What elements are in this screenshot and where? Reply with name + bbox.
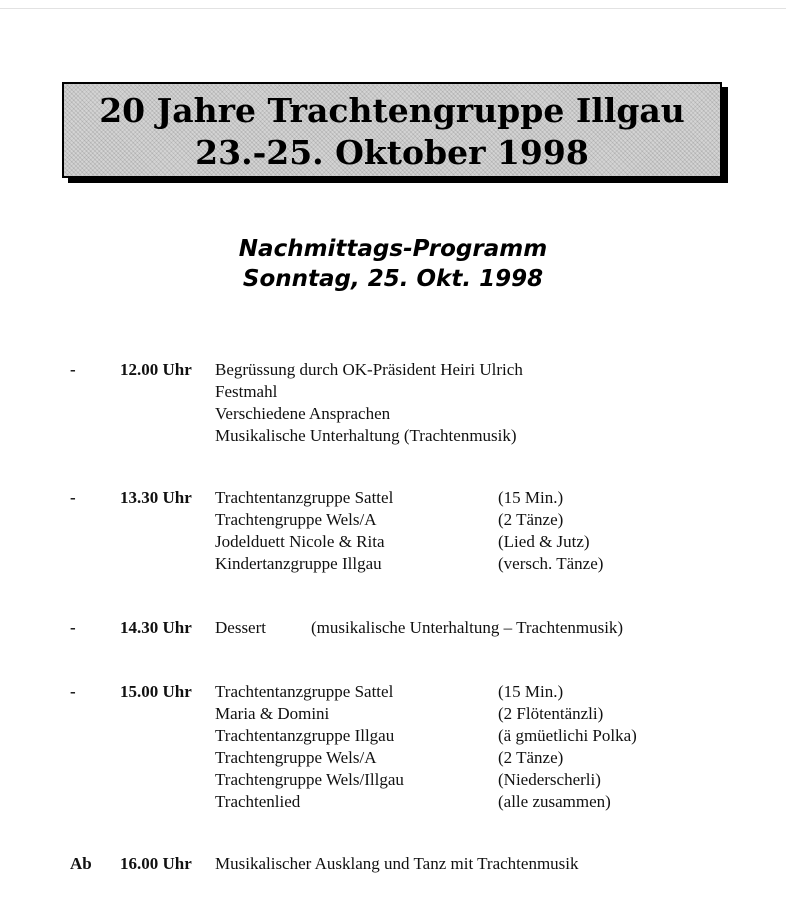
act-name: Trachtengruppe Wels/A xyxy=(215,510,377,529)
program-block-1430 xyxy=(0,617,786,639)
program-row xyxy=(0,747,786,769)
program-date: Sonntag, 25. Okt. 1998 xyxy=(242,266,544,292)
program-row xyxy=(0,531,786,553)
program-row xyxy=(0,487,786,509)
program-row xyxy=(0,509,786,531)
act-name: Trachtentanzgruppe Sattel xyxy=(215,682,394,701)
program-row xyxy=(0,359,786,381)
program-row xyxy=(0,553,786,575)
program-row xyxy=(0,617,786,639)
title-banner xyxy=(62,82,722,178)
act-note: (15 Min.) xyxy=(498,488,564,507)
program-heading: Nachmittags-Programm xyxy=(238,236,548,262)
block-time: 14.30 Uhr xyxy=(120,618,192,637)
program-row xyxy=(0,725,786,747)
block-time: 16.00 Uhr xyxy=(120,854,192,873)
act-note: (Lied & Jutz) xyxy=(498,532,590,551)
act-name: Musikalischer Ausklang und Tanz mit Trachtenmusik xyxy=(215,854,579,873)
act-name: Trachtenlied xyxy=(215,792,301,811)
program-row xyxy=(0,381,786,403)
program-block-1600 xyxy=(0,853,786,875)
program-row xyxy=(0,791,786,813)
act-note: (versch. Tänze) xyxy=(498,554,604,573)
act-name: Dessert xyxy=(215,618,266,637)
act-note: (15 Min.) xyxy=(498,682,564,701)
act-name: Begrüssung durch OK-Präsident Heiri Ulrich xyxy=(215,360,523,379)
program-row xyxy=(0,769,786,791)
program-block-1500 xyxy=(0,681,786,813)
block-prefix: - xyxy=(70,488,76,507)
act-name: Trachtengruppe Wels/A xyxy=(215,748,377,767)
scan-edge-line xyxy=(0,8,786,9)
title-line-1: 20 Jahre Trachtengruppe Illgau xyxy=(99,91,685,130)
act-name: Jodelduett Nicole & Rita xyxy=(215,532,385,551)
block-prefix: - xyxy=(70,360,76,379)
program-block-1330 xyxy=(0,487,786,575)
act-note: (2 Tänze) xyxy=(498,510,564,529)
act-name: Maria & Domini xyxy=(215,704,330,723)
title-line-2: 23.-25. Oktober 1998 xyxy=(195,133,589,172)
act-name: Verschiedene Ansprachen xyxy=(215,404,391,423)
act-note: (alle zusammen) xyxy=(498,792,611,811)
act-name: Trachtengruppe Wels/Illgau xyxy=(215,770,404,789)
act-name: Festmahl xyxy=(215,382,278,401)
block-prefix: Ab xyxy=(70,854,92,873)
program-row xyxy=(0,425,786,447)
block-prefix: - xyxy=(70,618,76,637)
program-row xyxy=(0,403,786,425)
block-time: 13.30 Uhr xyxy=(120,488,192,507)
program-block-1200 xyxy=(0,359,786,447)
act-name: Trachtentanzgruppe Illgau xyxy=(215,726,395,745)
act-note: (2 Tänze) xyxy=(498,748,564,767)
block-time: 12.00 Uhr xyxy=(120,360,192,379)
act-name: Trachtentanzgruppe Sattel xyxy=(215,488,394,507)
block-prefix: - xyxy=(70,682,76,701)
act-note: (musikalische Unterhaltung – Trachtenmusik) xyxy=(311,618,624,637)
block-time: 15.00 Uhr xyxy=(120,682,192,701)
act-note: (2 Flötentänzli) xyxy=(498,704,604,723)
program-row xyxy=(0,703,786,725)
program-row xyxy=(0,681,786,703)
act-name: Kindertanzgruppe Illgau xyxy=(215,554,382,573)
act-note: (ä gmüetlichi Polka) xyxy=(498,726,637,745)
act-note: (Niederscherli) xyxy=(498,770,601,789)
program-row xyxy=(0,853,786,875)
act-name: Musikalische Unterhaltung (Trachtenmusik) xyxy=(215,426,517,445)
